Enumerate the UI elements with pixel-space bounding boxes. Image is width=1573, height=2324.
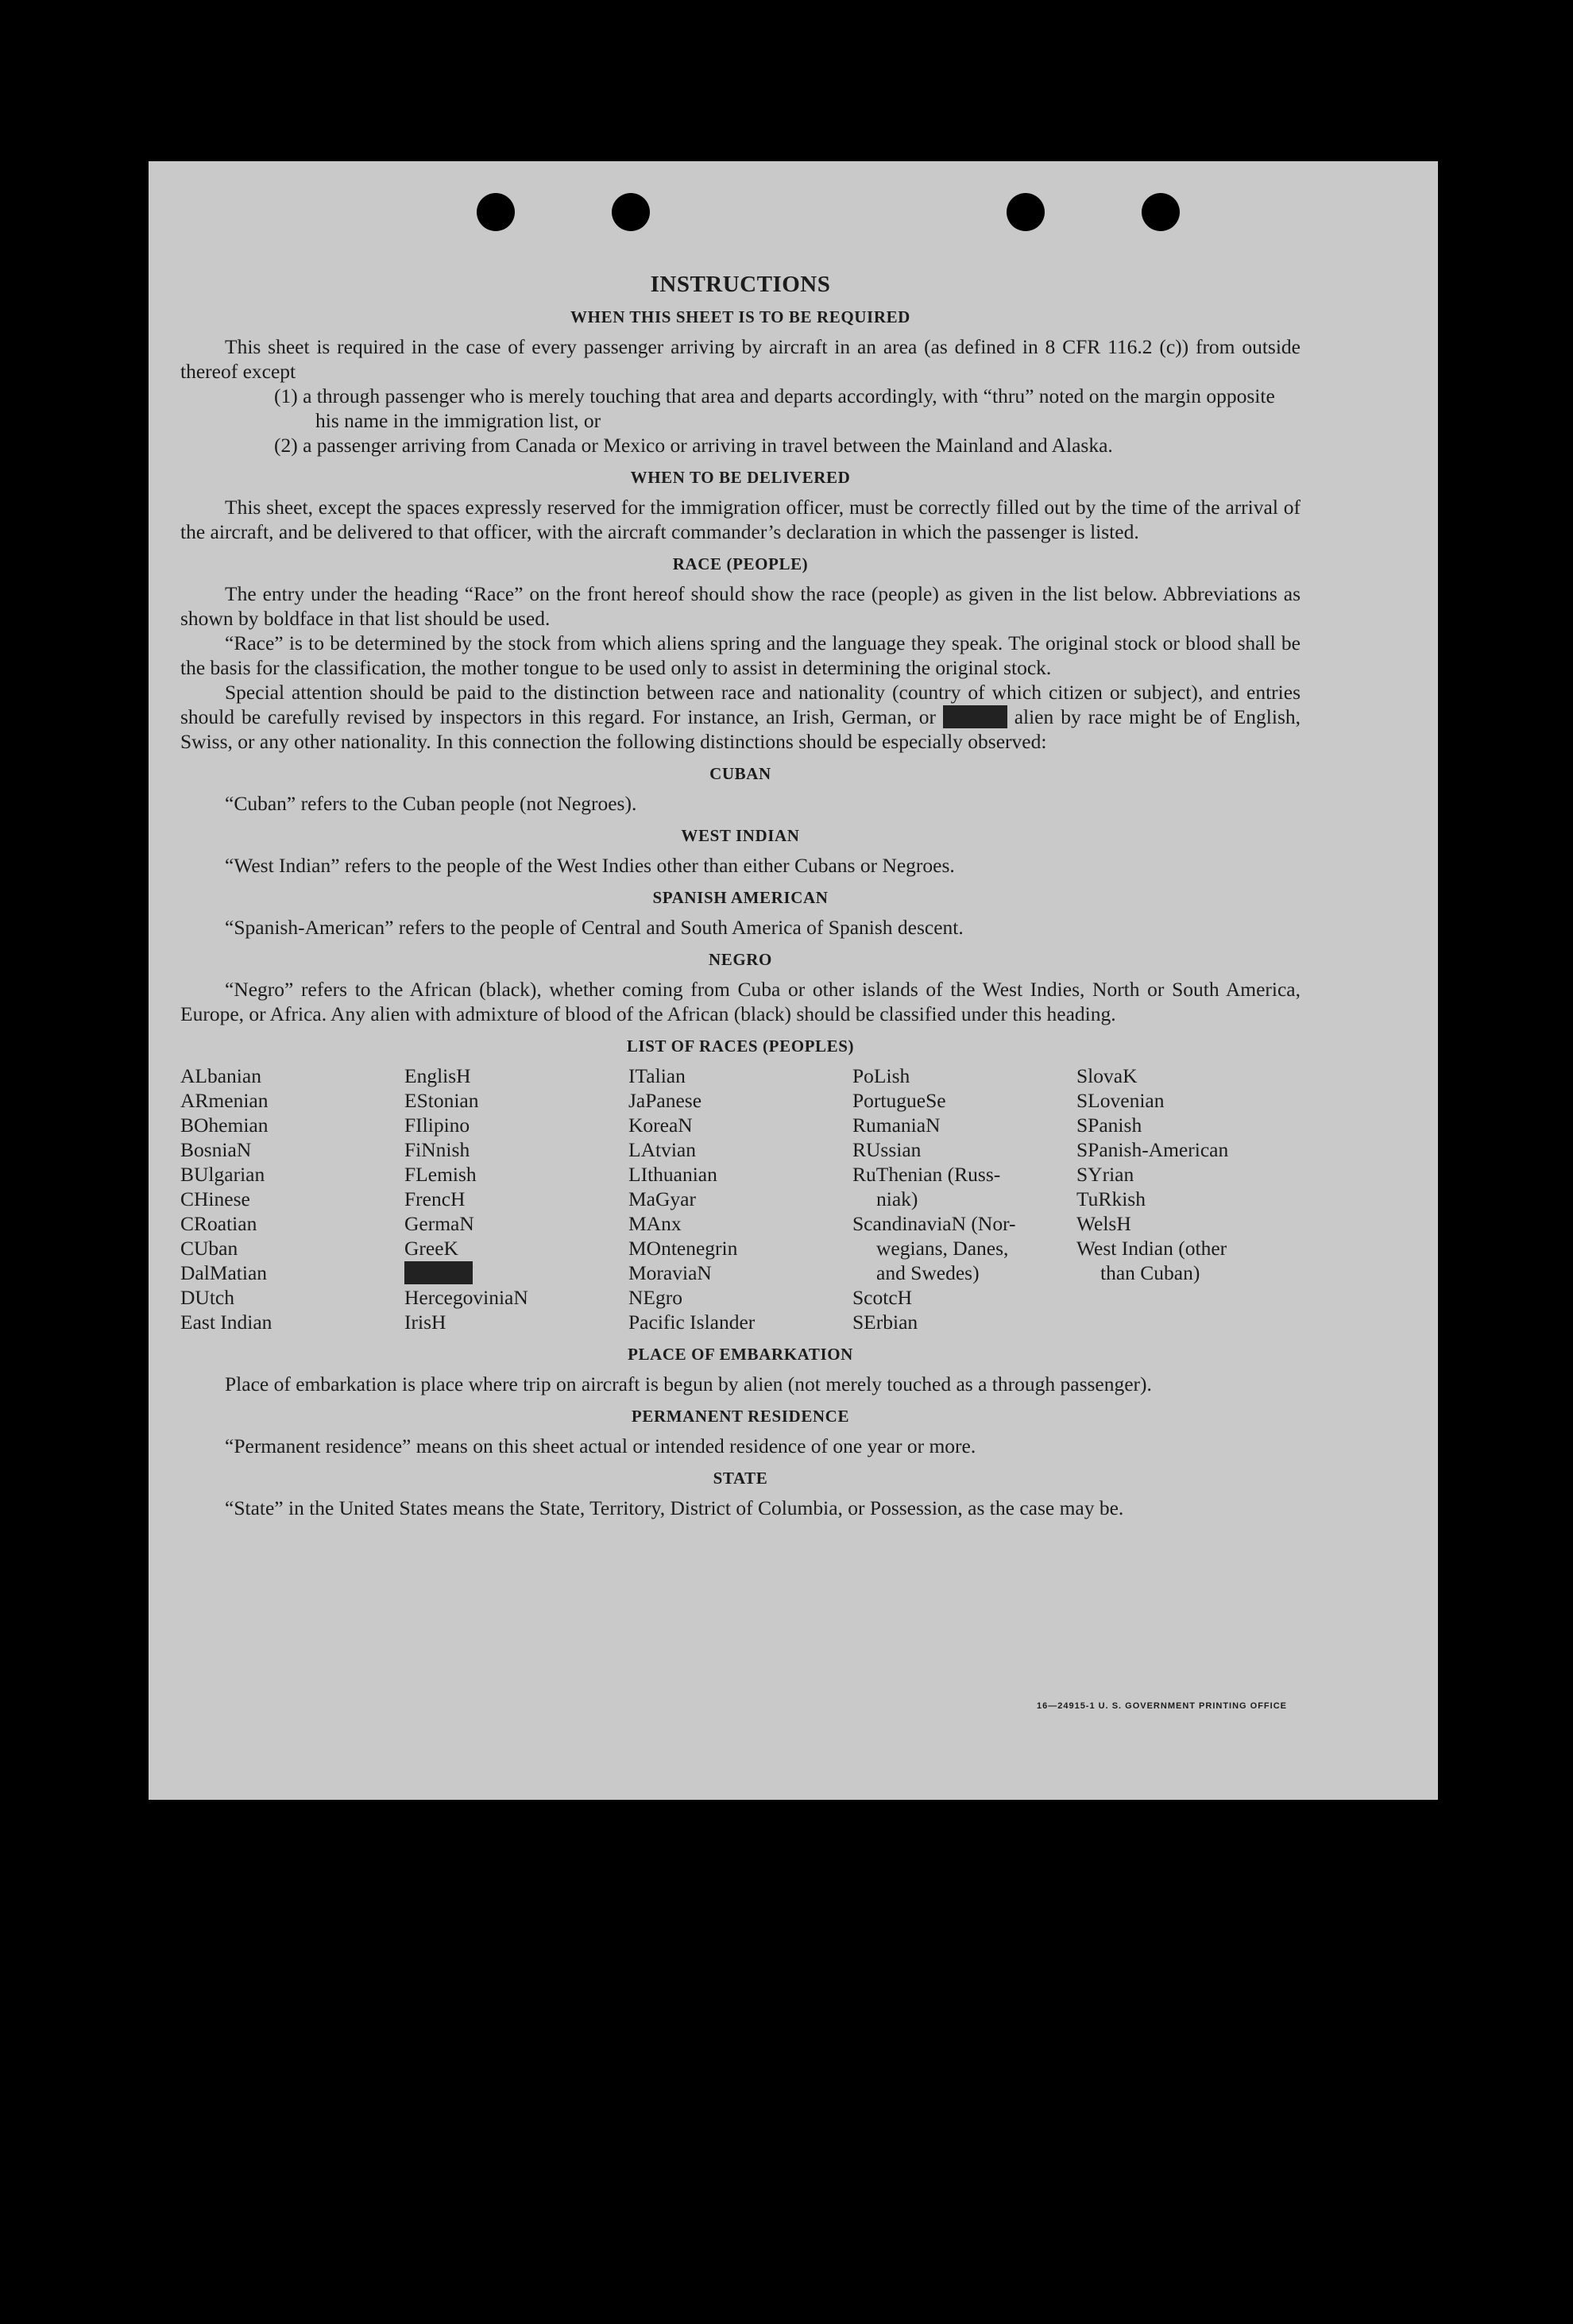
races-column-5 [1076,1064,1301,1334]
list-item: ITalian [628,1064,686,1087]
list-item: PortugueSe [852,1089,946,1112]
heading-state: STATE [713,1469,768,1488]
list-item-continuation: and Swedes) [876,1261,980,1284]
list-item-continuation: wegians, Danes, [876,1237,1009,1260]
list-item: MoraviaN [628,1261,712,1284]
list-item: SPanish [1076,1114,1142,1137]
list-item: CHinese [180,1187,250,1210]
races-list [180,1064,1301,1334]
paragraph-when-required: This sheet is required in the case of every passenger arriving by aircraft in an area (as defined in 8 CFR 116.2 (c)) from outside thereof except [180,335,1301,383]
paragraph-when-delivered: This sheet, except the spaces expressly reserved for the immigration officer, must be correctly filled out by the time of the arrival of the aircraft, and be delivered to that officer, with the aircraft commander’s declaration in which the passenger is listed. [180,496,1301,543]
list-item: SLovenian [1076,1089,1165,1112]
printer-imprint: 16—24915-1 U. S. GOVERNMENT PRINTING OFFICE [1036,1701,1287,1711]
list-item: CUban [180,1237,238,1260]
list-item: MaGyar [628,1187,696,1210]
paragraph-state: “State” in the United States means the State, Territory, District of Columbia, or Possession, as the case may be. [225,1496,1124,1519]
paragraph-race-3 [180,680,1301,754]
list-item: FiNnish [404,1138,470,1161]
list-item: BOhemian [180,1114,269,1137]
races-column-2 [404,1064,628,1334]
struck-word: HebreW [404,1261,473,1284]
paragraph-race-1: The entry under the heading “Race” on the front hereof should show the race (people) as given in the list below. Abbreviations as shown by boldface in that list should be used. [180,582,1301,630]
paragraph-cuban: “Cuban” refers to the Cuban people (not Negroes). [225,792,637,815]
list-item: EnglisH [404,1064,471,1087]
list-item-continuation: niak) [876,1187,918,1210]
list-item: GreeK [404,1237,458,1260]
list-item: DalMatian [180,1261,268,1284]
heading-spanish-american: SPANISH AMERICAN [652,888,829,907]
list-item: ScotcH [852,1286,913,1309]
list-item: JaPanese [628,1089,702,1112]
paragraph-embarkation: Place of embarkation is place where trip on aircraft is begun by alien (not merely touched as a through passenger). [225,1372,1152,1396]
list-item: ARmenian [180,1089,269,1112]
races-column-4 [852,1064,1076,1334]
list-item: WelsH [1076,1212,1131,1235]
punch-hole [1142,193,1180,231]
list-item: IrisH [404,1311,446,1334]
punch-hole [477,193,515,231]
list-item: MAnx [628,1212,682,1235]
list-item: SYrian [1076,1163,1134,1186]
list-item: HercegoviniaN [404,1286,528,1309]
list-item: PoLish [852,1064,910,1087]
list-item: East Indian [180,1311,272,1334]
page-title: INSTRUCTIONS [650,272,831,297]
list-item: Pacific Islander [628,1311,756,1334]
heading-race: RACE (PEOPLE) [672,554,809,573]
list-item: RuThenian (Russ- [852,1163,1001,1186]
list-item: DUtch [180,1286,234,1309]
list-item: FIlipino [404,1114,470,1137]
list-item: SlovaK [1076,1064,1138,1087]
list-item: SErbian [852,1311,918,1334]
heading-cuban: CUBAN [709,764,771,783]
list-item: FrencH [404,1187,466,1210]
list-item: NEgro [628,1286,682,1309]
list-item: BosniaN [180,1138,252,1161]
list-item: MOntenegrin [628,1237,738,1260]
list-item: CRoatian [180,1212,257,1235]
list-item-continuation: than Cuban) [1100,1261,1200,1284]
list-item: RUssian [852,1138,922,1161]
list-item: ScandinaviaN (Nor- [852,1212,1016,1235]
paragraph-race-2: “Race” is to be determined by the stock from which aliens spring and the language they speak. The original stock or blood shall be the basis for the classification, the mother tongue to be used only to assist in determining the original stock. [180,631,1301,679]
list-item: FLemish [404,1163,477,1186]
heading-negro: NEGRO [708,950,772,969]
heading-when-delivered: WHEN TO BE DELIVERED [630,468,851,487]
race-text-b: alien by race might be of English, Swiss, or any other nationality. In this connection the following distinctions should be especially observed: [180,705,1301,753]
list-item-struck [404,1260,628,1285]
heading-when-required: WHEN THIS SHEET IS TO BE REQUIRED [570,307,910,326]
list-item: LIthuanian [628,1163,717,1186]
race-text-a: Special attention should be paid to the distinction between race and nationality (country of which citizen or subject), and entries should be carefully revised by inspectors in this regard. For instance, an Irish, German, or [180,681,1301,728]
list-item: (1) a through passenger who is merely touching that area and departs accordingly, with “thru” noted on the margin opposite his name in the immigration list, or [274,384,1275,432]
heading-residence: PERMANENT RESIDENCE [631,1407,850,1426]
punch-hole [1007,193,1045,231]
paragraph-west-indian: “West Indian” refers to the people of the West Indies other than either Cubans or Negroes. [225,854,955,877]
races-column-3 [628,1064,852,1334]
list-item: RumaniaN [852,1114,941,1137]
list-item: (2) a passenger arriving from Canada or Mexico or arriving in travel between the Mainland and Alaska. [274,434,1113,457]
list-item: GermaN [404,1212,474,1235]
list-item: KoreaN [628,1114,693,1137]
document-sheet [149,161,1438,1800]
heading-embarkation: PLACE OF EMBARKATION [628,1345,853,1364]
paragraph-residence: “Permanent residence” means on this sheet actual or intended residence of one year or more. [225,1434,976,1457]
struck-word: Hebrew [943,705,1007,728]
list-item: SPanish-American [1076,1138,1229,1161]
list-item: ALbanian [180,1064,261,1087]
punch-hole [612,193,650,231]
list-item: BUlgarian [180,1163,265,1186]
instructions-body [180,272,1301,1520]
list-item: West Indian (other [1076,1237,1227,1260]
list-item: LAtvian [628,1138,696,1161]
heading-west-indian: WEST INDIAN [681,826,800,845]
list-item: EStonian [404,1089,479,1112]
paragraph-spanish-american: “Spanish-American” refers to the people of Central and South America of Spanish descent. [225,916,964,939]
paragraph-negro: “Negro” refers to the African (black), whether coming from Cuba or other islands of the West Indies, North or South America, Europe, or Africa. Any alien with admixture of blood of the African (black) should be classified under this heading. [180,978,1301,1025]
heading-races-list: LIST OF RACES (PEOPLES) [626,1037,855,1056]
races-column-1 [180,1064,404,1334]
list-item: TuRkish [1076,1187,1146,1210]
